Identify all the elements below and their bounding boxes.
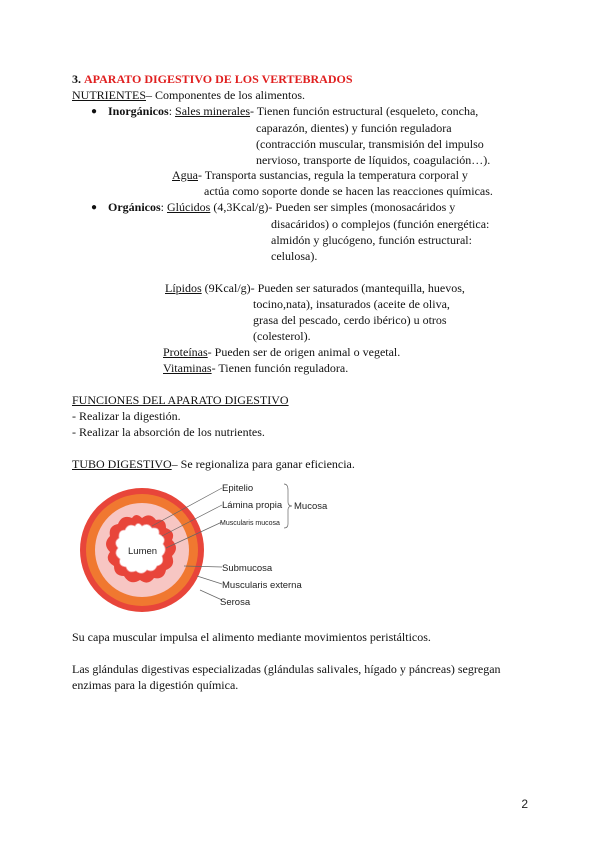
organicos-line: Orgánicos: Glúcidos (4,3Kcal/g)- Pueden ser simples (monosacáridos y <box>108 200 456 214</box>
bullet-dot-icon: ● <box>91 106 98 117</box>
submucosa-label: Submucosa <box>222 563 273 574</box>
glucidos-label: Glúcidos <box>167 200 211 214</box>
vitaminas-label: Vitaminas <box>163 361 212 375</box>
lipidos-line <box>165 281 465 296</box>
nutrientes-heading: NUTRIENTES <box>72 88 146 102</box>
nutrientes-heading-rest: – Componentes de los alimentos. <box>146 88 305 102</box>
tubo-heading-rest: – Se regionaliza para ganar eficiencia. <box>171 457 355 471</box>
sales-line-1: caparazón, dientes) y función reguladora <box>256 121 452 135</box>
agua-line-1: actúa como soporte donde se hacen las reacciones químicas. <box>204 184 493 198</box>
glands-paragraph-line-1: enzimas para la digestión química. <box>72 678 239 692</box>
section-title <box>72 72 353 87</box>
muscularis-mucosa-label: Muscularis mucosa <box>220 520 280 527</box>
sales-label: Sales minerales <box>175 104 251 118</box>
tubo-heading: TUBO DIGESTIVO <box>72 457 172 471</box>
sales-line-0: - Tienen función estructural (esqueleto, concha, <box>250 104 479 118</box>
funciones-item-0: - Realizar la digestión. <box>72 409 181 423</box>
proteinas-label: Proteínas <box>163 345 208 359</box>
funciones-item-1: - Realizar la absorción de los nutrientes. <box>72 425 265 439</box>
sales-line-3: nervioso, transporte de líquidos, coagulación…). <box>256 153 491 167</box>
muscularis-externa-label: Muscularis externa <box>222 580 302 591</box>
page-number: 2 <box>521 797 528 811</box>
lipidos-line-2: grasa del pescado, cerdo ibérico) u otros <box>253 313 447 327</box>
nutrientes-line <box>72 88 305 103</box>
sales-line-2: (contracción muscular, transmisión del impulso <box>256 137 484 151</box>
vitaminas-text: - Tienen función reguladora. <box>211 361 349 375</box>
digestive-tube-diagram <box>72 478 342 613</box>
section-title-text: APARATO DIGESTIVO DE LOS VERTEBRADOS <box>84 72 353 86</box>
lipidos-line-3: (colesterol). <box>253 329 311 343</box>
proteinas-text: - Pueden ser de origen animal o vegetal. <box>207 345 401 359</box>
peristalsis-paragraph: Su capa muscular impulsa el alimento mediante movimientos peristálticos. <box>72 630 431 644</box>
inorganicos-line: Inorgánicos: Sales minerales- Tienen función estructural (esqueleto, concha, <box>108 104 479 118</box>
glucidos-line-2: almidón y glucógeno, función estructural: <box>271 233 472 247</box>
epitelio-label: Epitelio <box>222 483 254 494</box>
tubo-line <box>72 457 355 472</box>
lipidos-line-0: (9Kcal/g)- Pueden ser saturados (mantequilla, huevos, <box>201 281 465 295</box>
agua-line <box>172 168 468 183</box>
glucidos-line-3: celulosa). <box>271 249 318 263</box>
proteinas-line <box>163 345 400 360</box>
agua-label: Agua <box>172 168 198 182</box>
bullet-dot-icon: ● <box>91 202 98 213</box>
glucidos-line-0: (4,3Kcal/g)- Pueden ser simples (monosacáridos y <box>210 200 456 214</box>
lamina-propia-label: Lámina propia <box>222 500 283 511</box>
lipidos-line-1: tocino,nata), insaturados (aceite de oliva, <box>253 297 450 311</box>
inorganicos-label: Inorgánicos <box>108 104 169 118</box>
vitaminas-line <box>163 361 348 376</box>
section-number: 3. <box>72 72 81 86</box>
funciones-heading: FUNCIONES DEL APARATO DIGESTIVO <box>72 393 289 407</box>
organicos-label: Orgánicos <box>108 200 161 214</box>
serosa-label: Serosa <box>220 597 251 608</box>
lumen-label: Lumen <box>128 546 158 557</box>
mucosa-label: Mucosa <box>294 501 328 512</box>
glands-paragraph-line-0: Las glándulas digestivas especializadas (glándulas salivales, hígado y páncreas) segregan <box>72 662 501 676</box>
agua-line-0: - Transporta sustancias, regula la temperatura corporal y <box>198 168 468 182</box>
lipidos-label: Lípidos <box>165 281 202 295</box>
glucidos-line-1: disacáridos) o complejos (función energética: <box>271 217 490 231</box>
